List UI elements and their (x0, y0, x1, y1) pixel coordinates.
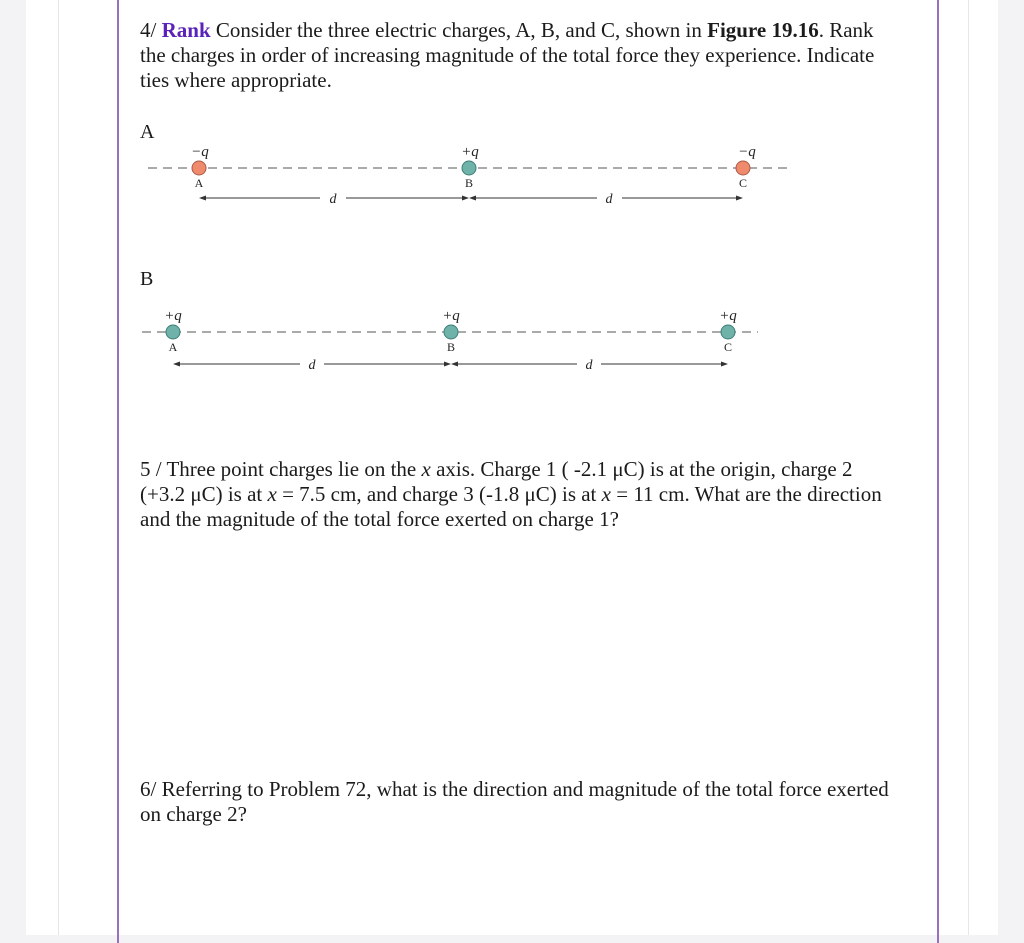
distance-label-2: d (605, 192, 613, 207)
problem-5-part-4: = 11 cm. What are the direction and the magnitude of the total force exerted on charge 1? (140, 482, 882, 531)
rank-keyword: Rank (161, 18, 211, 42)
charge-c-circle (721, 325, 735, 339)
charge-b-sign: +q (442, 308, 460, 324)
problem-4-text (140, 18, 900, 93)
distance-label-1: d (329, 192, 337, 207)
problem-5-text (140, 457, 900, 532)
case-a-label: A (140, 121, 155, 143)
charge-c-name: C (738, 176, 748, 190)
problem-6-text: 6/ Referring to Problem 72, what is the direction and magnitude of the total force exerted on charge 2? (140, 777, 889, 826)
page-edge-right (968, 0, 969, 935)
x-variable: x (421, 457, 431, 481)
charge-c-name: C (723, 340, 733, 354)
problem-5-part-3: = 7.5 cm, and charge 3 (-1.8 μC) is at (276, 482, 602, 506)
problem-5-part-2: axis. Charge 1 ( -2.1 μC) is at the origin, charge 2 (+3.2 μC) is at (140, 457, 853, 506)
problem-4-lead: Consider the three electric charges, A, B, and C, shown in (210, 18, 708, 42)
charge-a-circle (192, 161, 206, 175)
distance-label-1: d (308, 358, 316, 373)
charge-a-sign: −q (191, 144, 209, 160)
charge-a-name: A (168, 340, 178, 354)
page-edge-left (58, 0, 59, 935)
charge-b-name: B (464, 176, 474, 190)
charge-c-circle (736, 161, 750, 175)
problem-4-rest: . Rank the charges in order of increasing magnitude of the total force they experience. Indicate ties where appropriate. (140, 18, 875, 92)
charge-b-sign: +q (461, 144, 479, 160)
charge-figure-b (140, 302, 800, 392)
charge-a-sign: +q (164, 308, 182, 324)
figure-reference: Figure 19.16 (707, 18, 819, 42)
charge-figure-a (140, 138, 800, 228)
charge-b-circle (462, 161, 476, 175)
charge-a-circle (166, 325, 180, 339)
charge-b-name: B (446, 340, 456, 354)
charge-c-sign: −q (738, 144, 756, 160)
charge-b-circle (444, 325, 458, 339)
charge-c-sign: +q (719, 308, 737, 324)
case-b-label: B (140, 268, 154, 290)
x-variable: x (601, 482, 611, 506)
charge-a-name: A (194, 176, 204, 190)
x-variable: x (267, 482, 277, 506)
distance-label-2: d (585, 358, 593, 373)
problem-5-part-1: 5 / Three point charges lie on the (140, 457, 422, 481)
problem-number: 4/ (140, 18, 157, 42)
